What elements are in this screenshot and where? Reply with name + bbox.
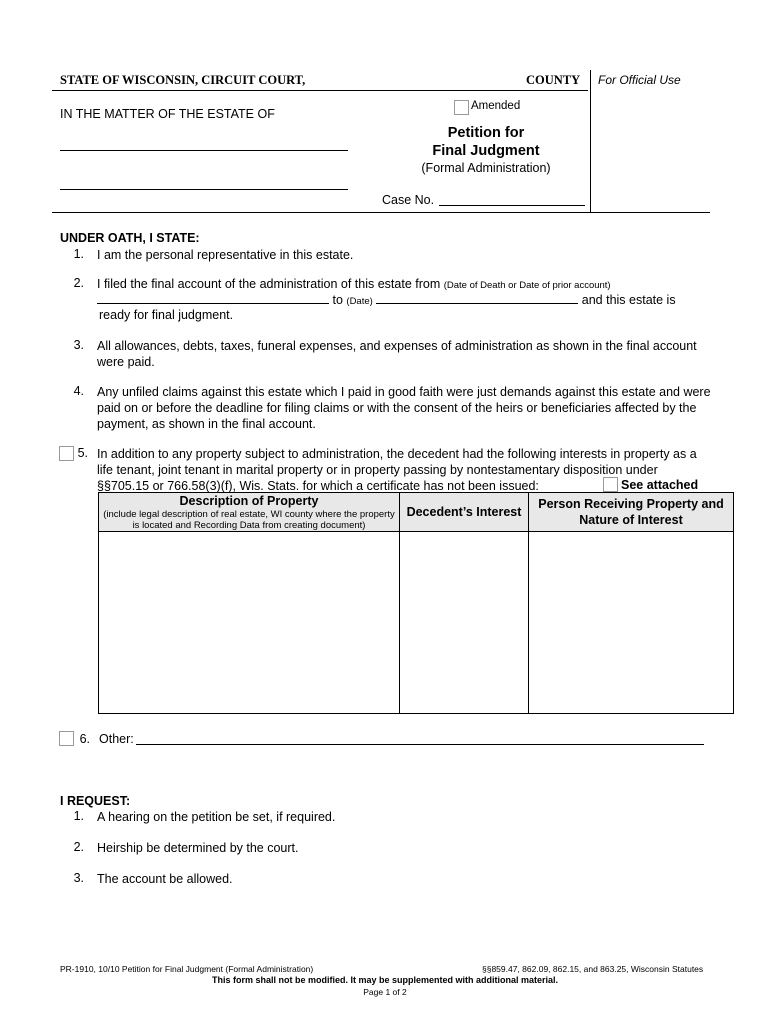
item-number: 6. (79, 732, 90, 746)
item-number: 3. (73, 871, 84, 885)
oath-item-3: All allowances, debts, taxes, funeral expenses, and expenses of administration as shown in the final account were paid. (97, 339, 697, 369)
interest-cell[interactable] (400, 532, 529, 714)
decedent-name-line-1[interactable] (60, 150, 348, 151)
see-attached-checkbox[interactable] (603, 477, 618, 492)
item-number: 2. (73, 276, 84, 290)
official-use-label: For Official Use (598, 73, 681, 87)
title-line-2: Final Judgment (432, 143, 540, 159)
recipient-cell[interactable] (529, 532, 734, 714)
case-no-label: Case No. (382, 193, 435, 207)
other-field[interactable] (136, 744, 704, 745)
oath-item-1: I am the personal representative in this estate. (97, 248, 354, 262)
county-label: COUNTY (526, 73, 581, 87)
oath-item-2-end: ready for final judgment. (99, 308, 234, 322)
court-underline (52, 90, 588, 91)
request-item-2: Heirship be determined by the court. (97, 841, 299, 855)
description-cell[interactable] (99, 532, 400, 714)
matter-of-label: IN THE MATTER OF THE ESTATE OF (60, 107, 275, 121)
start-date-field[interactable] (97, 303, 329, 304)
end-date-field[interactable] (376, 303, 578, 304)
date-hint: (Date) (346, 296, 373, 307)
amended-label: Amended (471, 100, 521, 112)
oath-item-2-hint: (Date of Death or Date of prior account) (443, 280, 611, 291)
form-id: PR-1910, 10/10 Petition for Final Judgment (Formal Administration) (60, 964, 314, 974)
official-use-divider (590, 70, 591, 213)
amended-checkbox[interactable] (454, 100, 469, 115)
col-description-title: Description of Property (179, 494, 319, 508)
header-bottom-rule (52, 212, 710, 213)
col-description-header (99, 493, 400, 532)
to-label: to (332, 293, 343, 307)
col-description-subtitle: (include legal description of real estate, WI county where the property is located and Recording Data from creating document) (103, 509, 395, 531)
oath-item-2-cont: and this estate is (581, 293, 676, 307)
item-number: 5. (77, 446, 88, 460)
case-no-field[interactable] (439, 205, 585, 206)
see-attached-label: See attached (621, 478, 699, 492)
oath-item-5: In addition to any property subject to administration, the decedent had the following interests in property as a life tenant, joint tenant in marital property or in property passing by nontestamentary disposition under §§705.15 or 766.58(3)(f), Wis. Stats. for which a certificate has not been issued: (97, 447, 697, 493)
request-item-1: A hearing on the petition be set, if required. (97, 810, 336, 824)
item-number: 2. (73, 840, 84, 854)
court-label: STATE OF WISCONSIN, CIRCUIT COURT, (60, 73, 306, 87)
col-recipient-header: Person Receiving Property and Nature of Interest (529, 493, 734, 532)
oath-item-2-text: I filed the final account of the administration of this estate from (97, 277, 441, 291)
property-table (98, 492, 734, 714)
item-number: 1. (73, 247, 84, 261)
page-number: Page 1 of 2 (363, 987, 407, 997)
item-number: 3. (73, 338, 84, 352)
request-item-3: The account be allowed. (97, 872, 233, 886)
form-subtitle: (Formal Administration) (421, 161, 551, 175)
oath-item-4: Any unfiled claims against this estate which I paid in good faith were just demands against this estate and were paid on or before the deadline for filing claims or with the consent of the heirs or beneficiaries affected by the payment, as shown in the final account. (97, 385, 711, 431)
title-line-1: Petition for (447, 125, 525, 141)
modification-notice: This form shall not be modified. It may be supplemented with additional material. (211, 975, 559, 985)
decedent-name-line-2[interactable] (60, 189, 348, 190)
other-label: Other: (99, 732, 134, 746)
request-heading: I REQUEST: (60, 794, 131, 808)
oath-heading: UNDER OATH, I STATE: (60, 231, 200, 245)
item-number: 1. (73, 809, 84, 823)
statutes: §§859.47, 862.09, 862.15, and 863.25, Wisconsin Statutes (482, 964, 704, 974)
item-number: 4. (73, 384, 84, 398)
col-interest-header: Decedent’s Interest (400, 493, 529, 532)
